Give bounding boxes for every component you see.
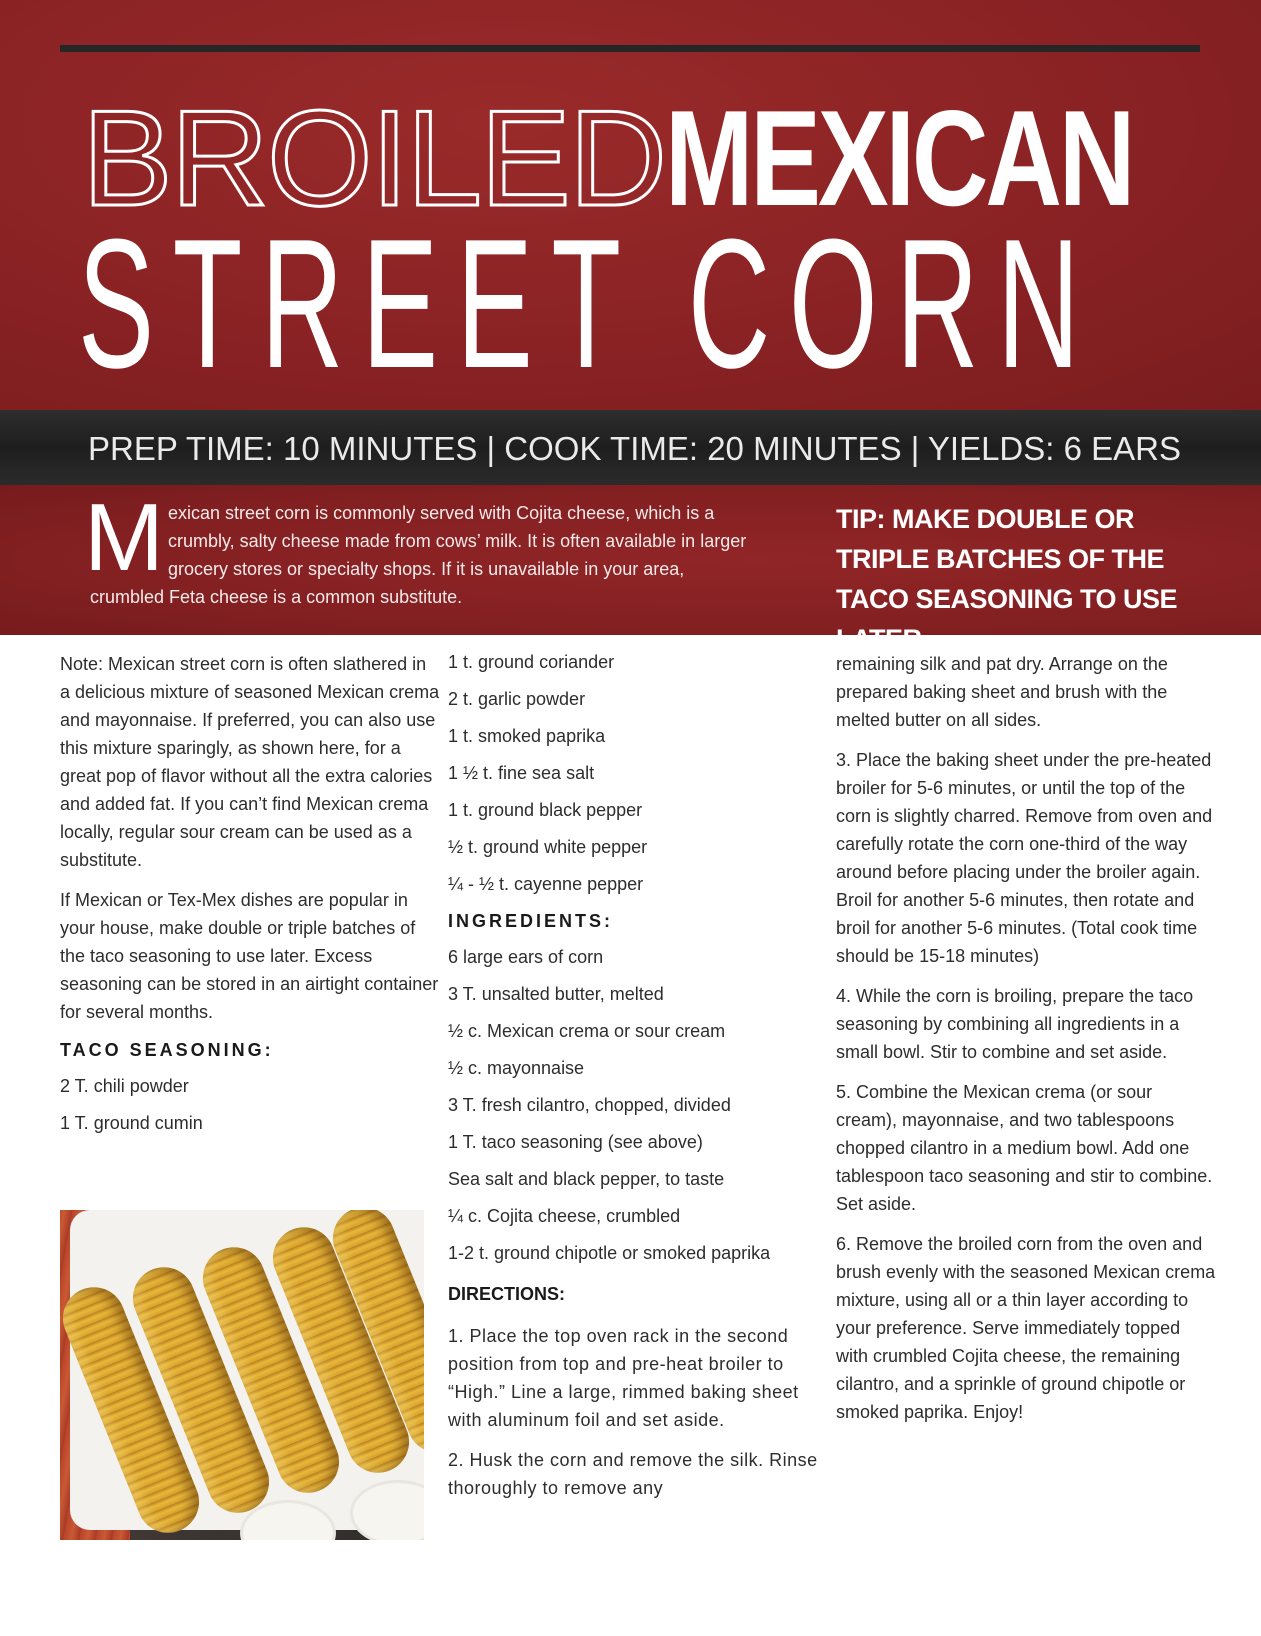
list-item: ¼ - ½ t. cayenne pepper [448, 874, 644, 894]
title-bold: MEXICAN [665, 82, 1133, 234]
title-street-corn: STREET CORN [78, 200, 1099, 406]
title-line-2 [78, 200, 1218, 406]
intro-section [0, 484, 1261, 654]
list-item: 6 large ears of corn [448, 947, 604, 967]
intro-line-3: grocery stores or specialty shops. If it is unavailable in your area, [168, 559, 685, 579]
column-3 [836, 650, 1216, 1438]
direction-4: 4. While the corn is broiling, prepare the taco seasoning by combining all ingredients in a small bowl. Stir to combine and set aside. [836, 986, 1194, 1062]
list-item: 1 T. taco seasoning (see above) [448, 1132, 703, 1152]
list-item: 1 t. smoked paprika [448, 726, 606, 746]
column-1 [60, 650, 440, 1148]
title-thin: BROILED [82, 82, 666, 234]
list-item: ½ c. mayonnaise [448, 1058, 585, 1078]
list-item: 1 ½ t. fine sea salt [448, 763, 595, 783]
intro-text [90, 499, 790, 611]
tip-callout: TIP: MAKE DOUBLE OR TRIPLE BATCHES OF THE TACO SEASONING TO USE LATER. [836, 504, 1178, 654]
top-rule [60, 45, 1200, 52]
direction-2: 2. Husk the corn and remove the silk. Rinse thoroughly to remove any [448, 1450, 818, 1498]
list-item: 3 T. unsalted butter, melted [448, 984, 664, 1004]
header [0, 0, 1261, 410]
intro-line-1: exican street corn is commonly served with Cojita cheese, which is a [168, 503, 715, 523]
intro-line-2: crumbly, salty cheese made from cows’ milk. It is often available in larger [168, 531, 747, 551]
direction-2-continued: remaining silk and pat dry. Arrange on the prepared baking sheet and brush with the melted butter on all sides. [836, 654, 1168, 730]
taco-seasoning-heading: TACO SEASONING: [60, 1040, 274, 1060]
list-item: 1 t. ground black pepper [448, 800, 643, 820]
list-item: 2 t. garlic powder [448, 689, 586, 709]
time-band [0, 410, 1261, 485]
corn-photo [60, 1210, 424, 1540]
column-2 [448, 650, 828, 1514]
list-item: 1 T. ground cumin [60, 1113, 203, 1133]
list-item: 3 T. fresh cilantro, chopped, divided [448, 1095, 731, 1115]
batch-paragraph: If Mexican or Tex-Mex dishes are popular in your house, make double or triple batches of the taco seasoning to use later. Excess seasoning can be stored in an airtight container for several months. [60, 890, 439, 1022]
direction-5: 5. Combine the Mexican crema (or sour cream), mayonnaise, and two tablespoons chopped cilantro in a medium bowl. Add one tablespoon taco seasoning and stir to combine. Set aside. [836, 1082, 1213, 1214]
list-item: 1-2 t. ground chipotle or smoked paprika [448, 1243, 771, 1263]
list-item: 1 t. ground coriander [448, 652, 615, 672]
prep-cook-yield: PREP TIME: 10 MINUTES | COOK TIME: 20 MINUTES | YIELDS: 6 EARS [88, 430, 1181, 467]
direction-6: 6. Remove the broiled corn from the oven and brush evenly with the seasoned Mexican crema mixture, using all or a thin layer according to your preference. Serve immediately topped with crumbled Cojita cheese, the remaining cilantro, and a sprinkle of ground chipotle or smoked paprika. Enjoy! [836, 1234, 1216, 1422]
list-item: ½ t. ground white pepper [448, 837, 648, 857]
ingredients-heading: INGREDIENTS: [448, 911, 614, 931]
drop-cap: M [84, 484, 164, 591]
intro-line-4: crumbled Feta cheese is a common substitute. [90, 587, 463, 607]
list-item: 2 T. chili powder [60, 1076, 189, 1096]
direction-1: 1. Place the top oven rack in the second position from top and pre-heat broiler to “High.” Line a large, rimmed baking sheet with aluminum foil and set aside. [448, 1326, 799, 1430]
note-paragraph: Note: Mexican street corn is often slathered in a delicious mixture of seasoned Mexican crema and mayonnaise. If preferred, you can also use this mixture sparingly, as shown here, for a great pop of flavor without all the extra calories and added fat. If you can’t find Mexican crema locally, regular sour cream can be used as a substitute. [60, 654, 440, 870]
direction-3: 3. Place the baking sheet under the pre-heated broiler for 5-6 minutes, or until the top of the corn is slightly charred. Remove from oven and carefully rotate the corn one-third of the way around before placing under the broiler again. Broil for another 5-6 minutes, then rotate and broil for another 5-6 minutes. (Total cook time should be 15-18 minutes) [836, 750, 1213, 966]
list-item: ¼ c. Cojita cheese, crumbled [448, 1206, 681, 1226]
list-item: ½ c. Mexican crema or sour cream [448, 1021, 726, 1041]
directions-heading: DIRECTIONS: [448, 1284, 565, 1304]
list-item: Sea salt and black pepper, to taste [448, 1169, 725, 1189]
